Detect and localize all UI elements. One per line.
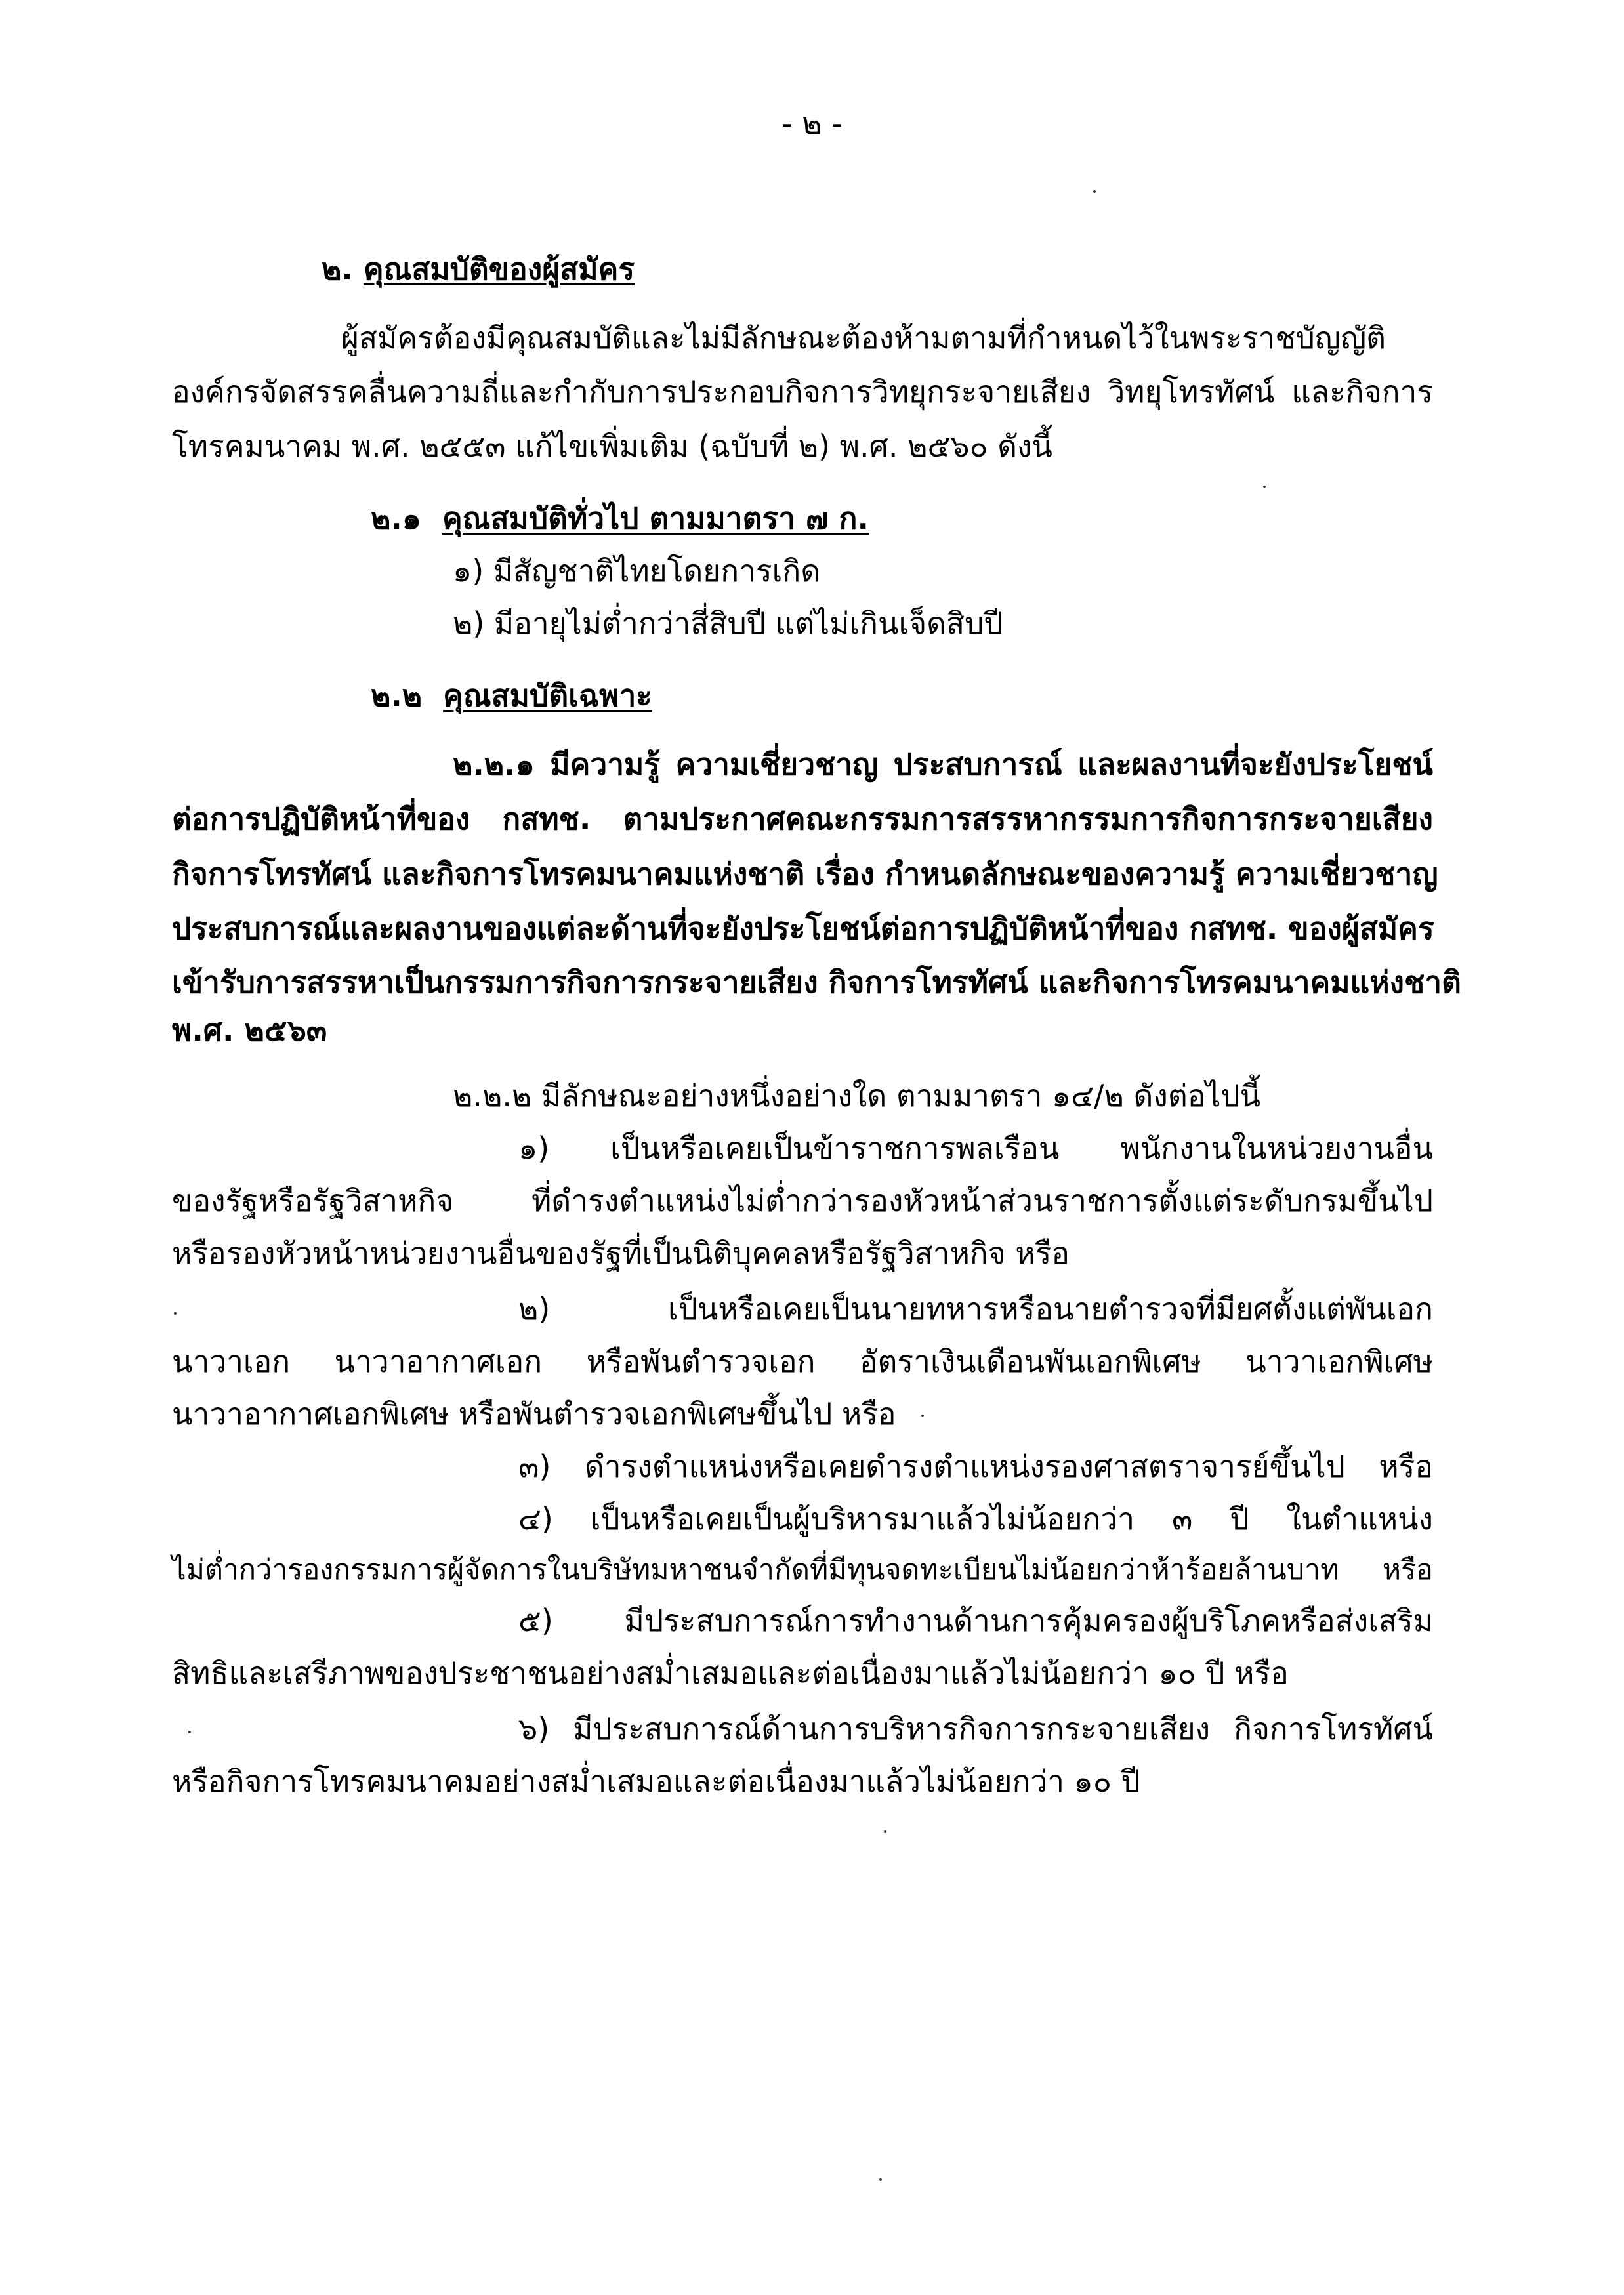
specific-item-1-line-3: หรือรองหัวหน้าหน่วยงานอื่นของรัฐที่เป็นนิติบุคคลหรือรัฐวิสาหกิจ หรือ	[172, 1235, 1070, 1271]
specific-item-5-line-2: สิทธิและเสรีภาพของประชาชนอย่างสม่ำเสมอและต่อเนื่องมาแล้วไม่น้อยกว่า ๑๐ ปี หรือ	[172, 1655, 1289, 1691]
section-title: คุณสมบัติของผู้สมัคร	[363, 251, 635, 287]
specific-item-2-line-1: ๒) เป็นหรือเคยเป็นนายทหารหรือนายตำรวจที่มียศตั้งแต่พันเอก	[518, 1291, 1433, 1327]
subsection-2-1-number: ๒.๑	[371, 501, 421, 536]
page-number: - ๒ -	[781, 106, 843, 141]
intro-line-3: โทรคมนาคม พ.ศ. ๒๕๕๓ แก้ไขเพิ่มเติม (ฉบับที่ ๒) พ.ศ. ๒๕๖๐ ดังนี้	[172, 428, 1052, 464]
scan-speck	[884, 1830, 886, 1833]
subsection-2-1-heading	[371, 499, 869, 538]
intro-line-2: องค์กรจัดสรรคลื่นความถี่และกำกับการประกอบกิจการวิทยุกระจายเสียง วิทยุโทรทัศน์ และกิจการ	[172, 374, 1433, 409]
subsection-2-2-heading	[371, 676, 652, 715]
scan-speck	[188, 1731, 191, 1733]
clause-2-2-1-line-6: พ.ศ. ๒๕๖๓	[172, 1012, 327, 1048]
scan-speck	[174, 1312, 177, 1315]
clause-2-2-1-line-4: ประสบการณ์และผลงานของแต่ละด้านที่จะยังประโยชน์ต่อการปฏิบัติหน้าที่ของ กสทช. ของผู้สมัคร	[172, 911, 1434, 946]
general-qualification-item-1: ๑) มีสัญชาติไทยโดยการเกิด	[453, 553, 821, 589]
scan-speck	[921, 1415, 924, 1417]
clause-2-2-1-line-3: กิจการโทรทัศน์ และกิจการโทรคมนาคมแห่งชาติ เรื่อง กำหนดลักษณะของความรู้ ความเชี่ยวชาญ	[172, 856, 1438, 892]
intro-line-1: ผู้สมัครต้องมีคุณสมบัติและไม่มีลักษณะต้องห้ามตามที่กำหนดไว้ในพระราชบัญญัติ	[341, 320, 1386, 356]
scan-speck	[1263, 486, 1266, 488]
specific-item-4-line-1: ๔) เป็นหรือเคยเป็นผู้บริหารมาแล้วไม่น้อยกว่า ๓ ปี ในตำแหน่ง	[518, 1501, 1433, 1537]
clause-2-2-1-line-5: เข้ารับการสรรหาเป็นกรรมการกิจการกระจายเสียง กิจการโทรทัศน์ และกิจการโทรคมนาคมแห่งชาติ	[172, 964, 1461, 1000]
subsection-2-1-title: คุณสมบัติทั่วไป ตามมาตรา ๗ ก.	[442, 501, 869, 536]
section-number: ๒.	[322, 251, 353, 287]
clause-2-2-1-line-2: ต่อการปฏิบัติหน้าที่ของ กสทช. ตามประกาศคณะกรรมการสรรหากรรมการกิจการกระจายเสียง	[172, 801, 1433, 837]
general-qualification-item-2: ๒) มีอายุไม่ต่ำกว่าสี่สิบปี แต่ไม่เกินเจ็ดสิบปี	[453, 606, 1003, 641]
specific-item-3-line-1: ๓) ดำรงตำแหน่งหรือเคยดำรงตำแหน่งรองศาสตราจารย์ขึ้นไป หรือ	[518, 1449, 1433, 1484]
specific-item-6-line-1: ๖) มีประสบการณ์ด้านการบริหารกิจการกระจายเสียง กิจการโทรทัศน์	[518, 1711, 1433, 1747]
scan-speck	[879, 2178, 882, 2181]
section-heading	[322, 249, 635, 289]
subsection-2-2-title: คุณสมบัติเฉพาะ	[443, 678, 652, 713]
clause-2-2-2-heading: ๒.๒.๒ มีลักษณะอย่างหนึ่งอย่างใด ตามมาตรา ๑๔/๒ ดังต่อไปนี้	[453, 1078, 1261, 1113]
specific-item-5-line-1: ๕) มีประสบการณ์การทำงานด้านการคุ้มครองผู้บริโภคหรือส่งเสริม	[518, 1603, 1433, 1638]
clause-2-2-1-line-1: ๒.๒.๑ มีความรู้ ความเชี่ยวชาญ ประสบการณ์ และผลงานที่จะยังประโยชน์	[453, 747, 1433, 782]
specific-item-2-line-3: นาวาอากาศเอกพิเศษ หรือพันตำรวจเอกพิเศษขึ้นไป หรือ	[172, 1396, 896, 1432]
scan-speck	[1093, 190, 1096, 193]
specific-item-1-line-1: ๑) เป็นหรือเคยเป็นข้าราชการพลเรือน พนักงานในหน่วยงานอื่น	[518, 1130, 1433, 1166]
specific-item-1-line-2: ของรัฐหรือรัฐวิสาหกิจ ที่ดำรงตำแหน่งไม่ต่ำกว่ารองหัวหน้าส่วนราชการตั้งแต่ระดับกรมขึ้นไป	[172, 1183, 1433, 1218]
specific-item-2-line-2: นาวาเอก นาวาอากาศเอก หรือพันตำรวจเอก อัตราเงินเดือนพันเอกพิเศษ นาวาเอกพิเศษ	[172, 1344, 1433, 1379]
specific-item-4-line-2: ไม่ต่ำกว่ารองกรรมการผู้จัดการในบริษัทมหาชนจำกัดที่มีทุนจดทะเบียนไม่น้อยกว่าห้าร้อยล้านบาท หรือ	[172, 1554, 1433, 1586]
specific-item-6-line-2: หรือกิจการโทรคมนาคมอย่างสม่ำเสมอและต่อเนื่องมาแล้วไม่น้อยกว่า ๑๐ ปี	[172, 1764, 1140, 1799]
subsection-2-2-number: ๒.๒	[371, 678, 423, 713]
